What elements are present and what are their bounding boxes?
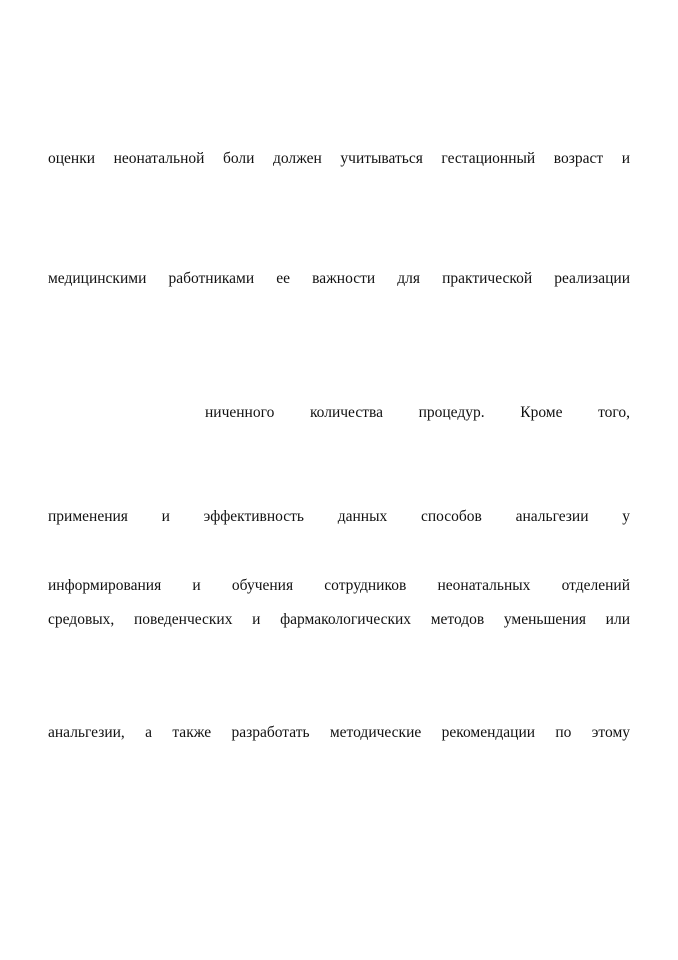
- text-line: медицинскими работниками ее важности для практической реализации: [48, 270, 630, 287]
- text-line: анальгезии, а также разработать методические рекомендации по этому: [48, 724, 630, 741]
- text-line: средовых, поведенческих и фармакологических методов уменьшения или: [48, 611, 630, 628]
- text-line: ниченного количества процедур. Кроме того,: [205, 404, 630, 421]
- text-line: применения и эффективность данных способов анальгезии у: [48, 508, 630, 525]
- text-line: оценки неонатальной боли должен учитываться гестационный возраст и: [48, 150, 630, 167]
- text-line: информирования и обучения сотрудников неонатальных отделений: [48, 577, 630, 594]
